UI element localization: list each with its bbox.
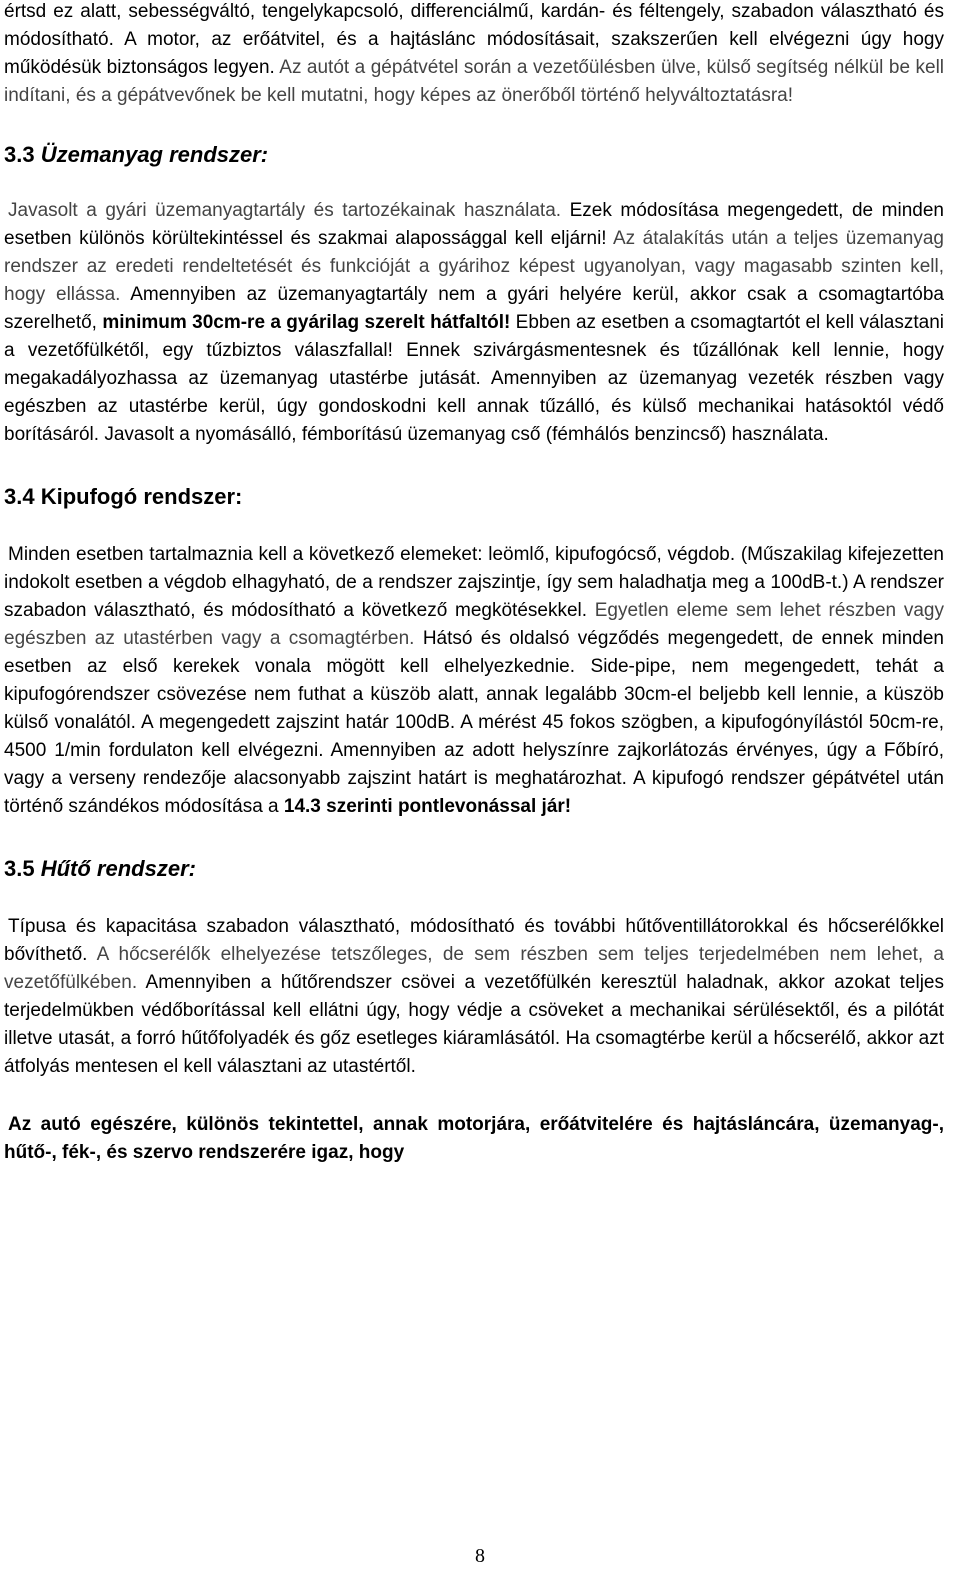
s34-text-5: Hátsó és oldalsó végződés megengedett, de ennek minden esetben az első kerekek vonala mögött kell elhelyezkednie. [4, 628, 944, 677]
section-3-4-title: Kipufogó rendszer: [40, 484, 243, 509]
s33-text-3: Az átalakítás után a teljes üzemanyag rendszer az eredeti rendeltetését és funkcióját a gyárihoz képest ugyanolyan, vagy magasabb szinten kell, hogy ellássa. [4, 228, 944, 305]
section-3-3-body [4, 197, 944, 449]
s35-text-3: Amennyiben a hűtőrendszer csövei a vezetőfülkén keresztül haladnak, akkor azokat teljes terjedelmükben védőborítással kell ellátni úgy, hogy védje a csöveket a mechanikai sérülésektől, és a pilótát illetve utasát, a forró hűtőfolyadék és gőz esetleges kiáramlásától. [4, 972, 944, 1049]
intro-text-a: értsd ez alatt, sebességváltó, tengelykapcsoló, differenciálmű, kardán- és féltengely, szabadon választható és módosítható. A motor, az erőátvitel, és a hajtáslánc módosításait, szakszerűen kell elvégezni úgy hogy működésük biztonságos legyen. [4, 1, 944, 78]
intro-text-b: Az autót a gépátvétel során a vezetőülésben ülve, külső segítség nélkül be kell indítani, és a gépátvevőnek be kell mutatni, hogy képes az önerőből történő helyváltoztatásra! [4, 57, 945, 106]
s34-text-6: Side-pipe, nem megengedett, tehát a kipufogórendszer csövezése nem futhat a küszöb alatt, annak legalább 30cm-el beljebb kell lennie, a küszöb külső vonalától. [4, 656, 945, 733]
s33-text-7: Amennyiben az üzemanyag vezeték részben vagy egészben az utastérbe kerül, úgy gondoskodni kell annak tűzálló, és külső mechanikai hatásoktól védő borításáról. [4, 368, 944, 445]
s34-text-3: A rendszer szabadon választható, és módosítható a következő megkötésekkel. [4, 572, 944, 621]
section-3-4-body [4, 541, 944, 821]
s35-text-4: Ha csomagtérbe kerül a hőcserélő, akkor azt átfolyás mentesen el kell választani az utastértől. [4, 1028, 944, 1077]
section-3-5-body [4, 913, 944, 1081]
closing-paragraph: Az autó egészére, különös tekintettel, annak motorjára, erőátvitelére és hajtásláncára, üzemanyag-, hűtő-, fék-, és szervo rendszerére igaz, hogy [4, 1114, 944, 1163]
page-number: 8 [475, 1545, 485, 1567]
section-3-5-heading [4, 855, 944, 883]
document-page [4, 0, 944, 1167]
s34-text-10: A kipufogó rendszer gépátvétel után történő szándékos módosítása a [4, 768, 944, 817]
section-3-5-number: 3.5 [4, 856, 35, 881]
s33-text-8: Javasolt a nyomásálló, fémborítású üzemanyag cső (fémhálós benzincső) használata. [99, 424, 829, 445]
section-3-3-heading [4, 141, 944, 169]
s34-text-7: A megengedett zajszint határ 100dB. [135, 712, 456, 733]
s33-text-1: Javasolt a gyári üzemanyagtartály és tartozékainak használata. [8, 200, 562, 221]
s33-text-6: Ennek szivárgásmentesnek és tűzállónak kell lennie, hogy megakadályozhassa az üzemanyag utastérbe jutását. [4, 340, 944, 389]
s33-text-5: Ebben az esetben a csomagtartót el kell választani a vezetőfülkétől, egy tűzbiztos válaszfallal! [4, 312, 945, 361]
s35-text-2: A hőcserélők elhelyezése tetszőleges, de sem részben sem teljes terjedelmében nem lehet, a vezetőfülkében. [4, 944, 944, 993]
s34-text-10-bold: 14.3 szerinti pontlevonással jár! [283, 796, 572, 817]
section-3-5-title: Hűtő rendszer: [40, 856, 196, 881]
s33-text-4: Amennyiben az üzemanyagtartály nem a gyári helyére kerül, akkor csak a csomagtartóba szerelhető, [4, 284, 945, 333]
section-3-3-number: 3.3 [4, 142, 35, 167]
intro-paragraph [4, 0, 944, 110]
s34-text-1: Minden esetben tartalmaznia kell a következő elemeket: leömlő, kipufogócső, végdob. [8, 544, 736, 565]
s34-text-8: A mérést 45 fokos szögben, a kipufogónyílástól 50cm-re, 4500 1/min fordulaton kell elvégezni. [4, 712, 944, 761]
s34-text-2: (Műszakilag kifejezetten indokolt esetben a végdob elhagyható, de a rendszer zajszintje, így sem haladhatja meg a 100dB-t.) [4, 544, 944, 593]
section-3-4-number: 3.4 [4, 484, 35, 509]
s34-text-9: Amennyiben az adott helyszínre zajkorlátozás érvényes, úgy a Főbíró, vagy a verseny rendezője alacsonyabb zajszint határt is meghatározhat. [4, 740, 945, 789]
s33-text-2: Ezek módosítása megengedett, de minden esetben különös körültekintéssel és szakmai alapossággal kell eljárni! [4, 200, 944, 249]
s34-text-4: Egyetlen eleme sem lehet részben vagy egészben az utastérben vagy a csomagtérben. [4, 600, 944, 649]
s33-text-4-bold: minimum 30cm-re a gyárilag szerelt hátfaltól! [102, 312, 511, 333]
s35-text-1: Típusa és kapacitása szabadon választható, módosítható és további hűtőventillátorokkal és hőcserélőkkel bővíthető. [4, 916, 944, 965]
section-3-4-heading [4, 483, 944, 511]
section-3-3-title: Üzemanyag rendszer: [40, 142, 269, 167]
